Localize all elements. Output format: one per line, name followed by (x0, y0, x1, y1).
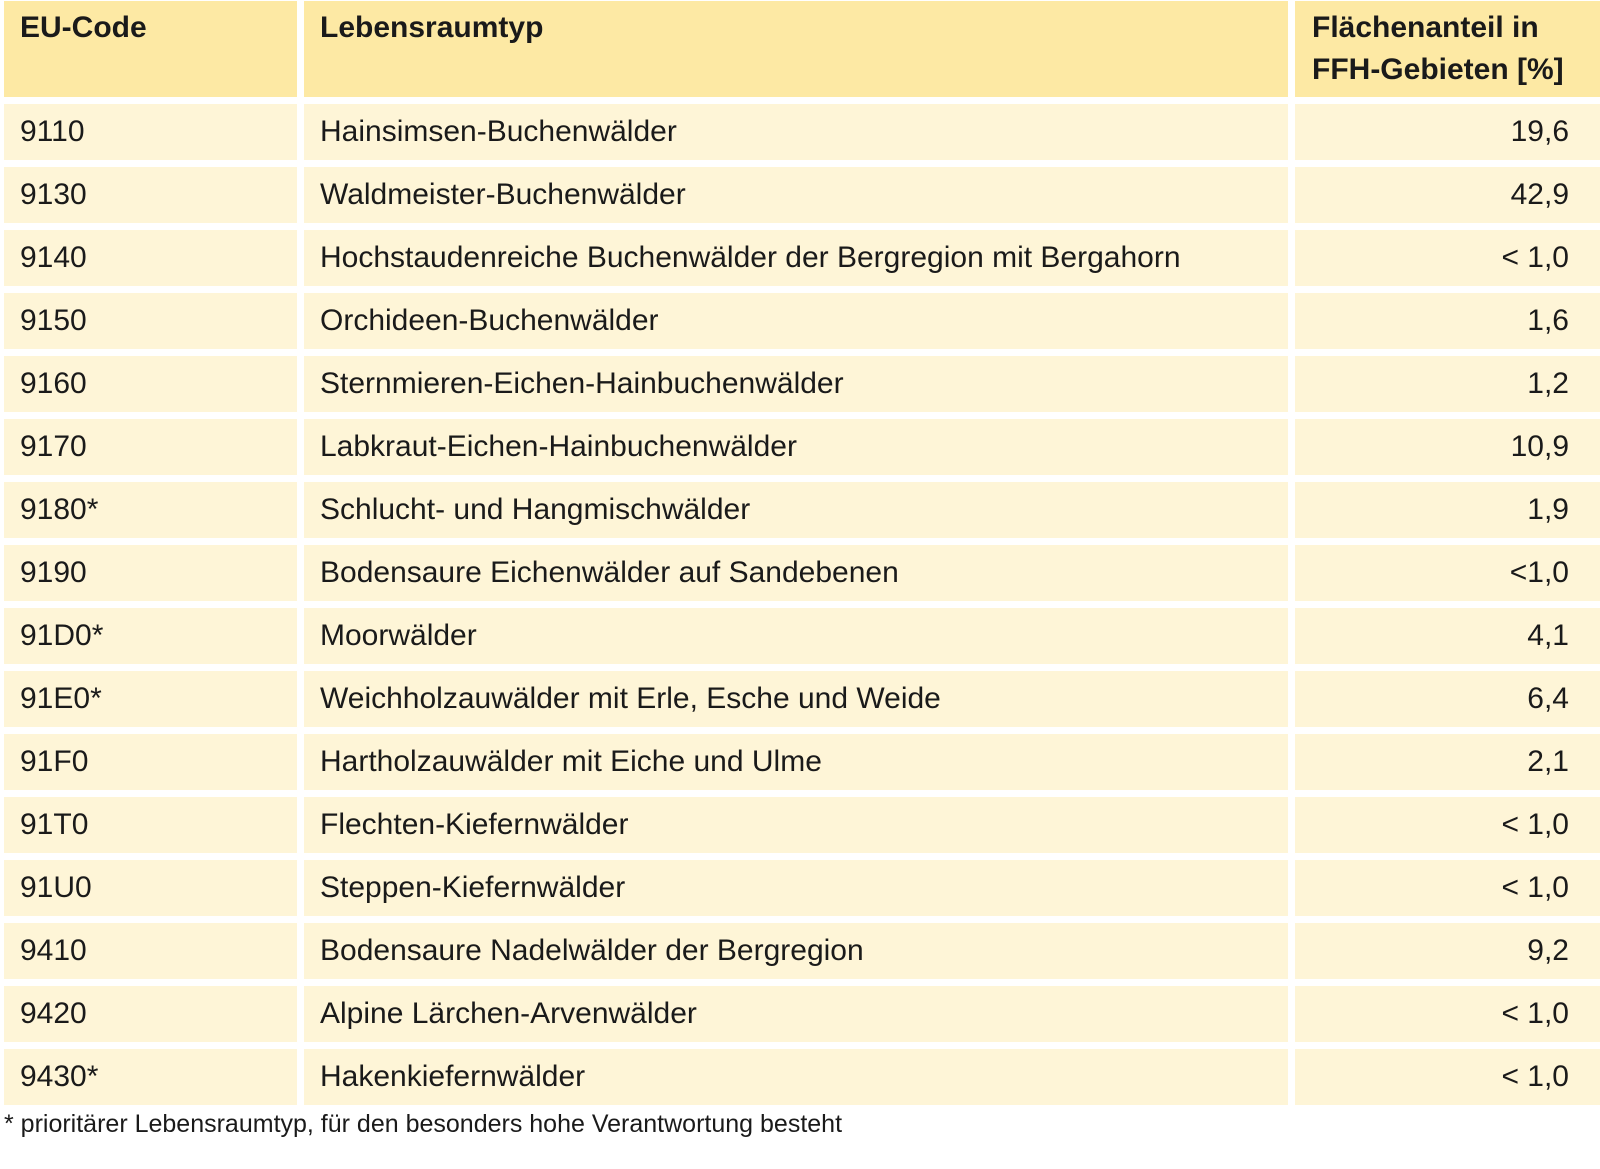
cell-eu-code: 91F0 (4, 734, 297, 790)
cell-area-share: 1,2 (1295, 356, 1600, 412)
cell-eu-code: 9190 (4, 545, 297, 601)
table-row (4, 671, 1600, 727)
header-area-share-line1: Flächenanteil in (1312, 11, 1539, 44)
table-row (4, 608, 1600, 664)
cell-eu-code: 91D0* (4, 608, 297, 664)
cell-habitat-type: Steppen-Kiefernwälder (304, 860, 1288, 916)
cell-habitat-type: Flechten-Kiefernwälder (304, 797, 1288, 853)
cell-eu-code: 91T0 (4, 797, 297, 853)
cell-habitat-type: Hakenkiefernwälder (304, 1049, 1288, 1105)
table-row (4, 167, 1600, 223)
cell-habitat-type: Alpine Lärchen-Arvenwälder (304, 986, 1288, 1042)
header-area-share-line2: FFH-Gebieten [%] (1312, 53, 1564, 86)
table-row (4, 482, 1600, 538)
cell-area-share: 9,2 (1295, 923, 1600, 979)
cell-area-share: 4,1 (1295, 608, 1600, 664)
cell-area-share: < 1,0 (1295, 230, 1600, 286)
header-eu-code: EU-Code (4, 1, 297, 97)
table-row (4, 860, 1600, 916)
cell-eu-code: 9420 (4, 986, 297, 1042)
cell-area-share: 2,1 (1295, 734, 1600, 790)
cell-eu-code: 91U0 (4, 860, 297, 916)
cell-habitat-type: Hainsimsen-Buchenwälder (304, 104, 1288, 160)
cell-habitat-type: Schlucht- und Hangmischwälder (304, 482, 1288, 538)
cell-habitat-type: Orchideen-Buchenwälder (304, 293, 1288, 349)
header-habitat-type: Lebensraumtyp (304, 1, 1288, 97)
table-row (4, 734, 1600, 790)
cell-habitat-type: Weichholzauwälder mit Erle, Esche und Weide (304, 671, 1288, 727)
cell-habitat-type: Sternmieren-Eichen-Hainbuchenwälder (304, 356, 1288, 412)
table-header-row (4, 1, 1600, 97)
cell-habitat-type: Bodensaure Nadelwälder der Bergregion (304, 923, 1288, 979)
cell-eu-code: 9140 (4, 230, 297, 286)
table-row (4, 797, 1600, 853)
cell-area-share: 6,4 (1295, 671, 1600, 727)
table-row (4, 545, 1600, 601)
cell-eu-code: 9130 (4, 167, 297, 223)
header-area-share (1295, 1, 1600, 97)
cell-area-share: 1,9 (1295, 482, 1600, 538)
cell-eu-code: 9150 (4, 293, 297, 349)
table-row (4, 230, 1600, 286)
footnote: * prioritärer Lebensraumtyp, für den besonders hohe Verantwortung besteht (4, 1110, 843, 1138)
table-row (4, 1049, 1600, 1105)
cell-habitat-type: Hartholzauwälder mit Eiche und Ulme (304, 734, 1288, 790)
cell-area-share: 19,6 (1295, 104, 1600, 160)
table-row (4, 293, 1600, 349)
cell-area-share: 1,6 (1295, 293, 1600, 349)
cell-habitat-type: Labkraut-Eichen-Hainbuchenwälder (304, 419, 1288, 475)
cell-area-share: < 1,0 (1295, 797, 1600, 853)
cell-eu-code: 91E0* (4, 671, 297, 727)
table-row (4, 104, 1600, 160)
cell-area-share: < 1,0 (1295, 860, 1600, 916)
cell-area-share: <1,0 (1295, 545, 1600, 601)
cell-area-share: < 1,0 (1295, 1049, 1600, 1105)
cell-eu-code: 9170 (4, 419, 297, 475)
cell-eu-code: 9160 (4, 356, 297, 412)
table-row (4, 923, 1600, 979)
cell-habitat-type: Waldmeister-Buchenwälder (304, 167, 1288, 223)
table-row (4, 356, 1600, 412)
cell-eu-code: 9410 (4, 923, 297, 979)
cell-eu-code: 9110 (4, 104, 297, 160)
table-body (4, 104, 1600, 1105)
cell-eu-code: 9180* (4, 482, 297, 538)
cell-area-share: 10,9 (1295, 419, 1600, 475)
cell-eu-code: 9430* (4, 1049, 297, 1105)
table-row (4, 419, 1600, 475)
cell-area-share: < 1,0 (1295, 986, 1600, 1042)
cell-habitat-type: Bodensaure Eichenwälder auf Sandebenen (304, 545, 1288, 601)
cell-area-share: 42,9 (1295, 167, 1600, 223)
table-row (4, 986, 1600, 1042)
cell-habitat-type: Hochstaudenreiche Buchenwälder der Bergregion mit Bergahorn (304, 230, 1288, 286)
cell-habitat-type: Moorwälder (304, 608, 1288, 664)
